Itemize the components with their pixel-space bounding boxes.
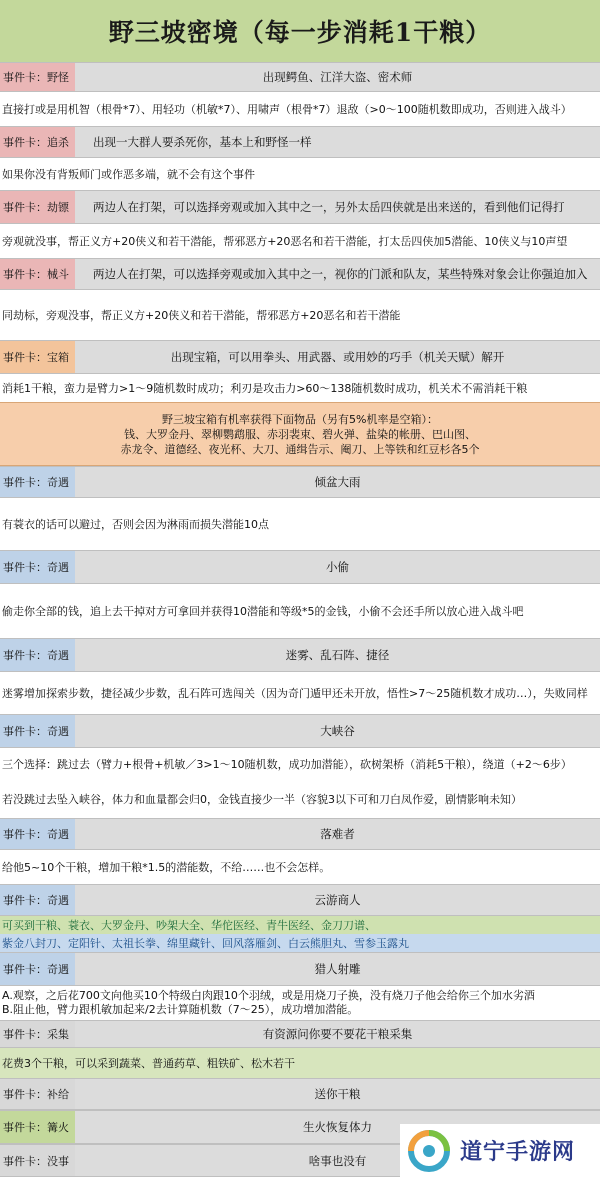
event-card-canyon xyxy=(0,714,600,748)
event-card-brawl xyxy=(0,258,600,290)
event-tag: 事件卡：械斗 xyxy=(0,259,75,289)
event-tag: 事件卡：没事 xyxy=(0,1145,75,1176)
event-description: 给他5~10个干粮，增加干粮*1.5的潜能数，不给……也不会怎样。 xyxy=(2,861,331,874)
treasure-loot-list xyxy=(0,402,600,466)
treasure-line: 赤龙令、道德经、夜光杯、大刀、通缉告示、阉刀、上等铁和红豆杉各5个 xyxy=(120,442,480,456)
page-title: 野三坡密境（每一步消耗1干粮） xyxy=(0,0,600,63)
event-tag: 事件卡：宝箱 xyxy=(0,341,75,373)
event-description: 三个选择：跳过去（臂力+根骨+机敏／3>1～10随机数，成功加潜能），砍树架桥（消耗5干粮），绕道（+2～6步） xyxy=(2,758,572,771)
event-tag: 事件卡：奇遇 xyxy=(0,467,75,497)
event-name: 送你干粮 xyxy=(75,1079,600,1109)
event-description: 消耗1干粮，蛮力是臂力>1～9随机数时成功；利刃是攻击力>60～138随机数时成功，机关术不需消耗干粮 xyxy=(2,382,528,395)
event-name: 两边人在打架，可以选择旁观或加入其中之一，视你的门派和队友，某些特殊对象会让你强迫加入 xyxy=(75,259,600,289)
event-card-supply xyxy=(0,1078,600,1110)
option-a: A.观察，之后花700文向他买10个特级白肉跟10个羽绒，或是用烧刀子换，没有烧刀子他会给你三个加水劣酒 xyxy=(2,989,535,1002)
event-name: 云游商人 xyxy=(75,885,600,915)
event-card-traveling-merchant xyxy=(0,884,600,916)
event-tag: 事件卡：奇遇 xyxy=(0,639,75,671)
event-tag: 事件卡：奇遇 xyxy=(0,953,75,985)
event-name: 有资源问你要不要花干粮采集 xyxy=(75,1021,600,1047)
event-card-hunter-eagle xyxy=(0,952,600,986)
event-card-thief xyxy=(0,550,600,584)
event-name: 小偷 xyxy=(75,551,600,583)
event-tag: 事件卡：奇遇 xyxy=(0,885,75,915)
event-name: 迷雾、乱石阵、捷径 xyxy=(75,639,600,671)
event-description: 旁观就没事，帮正义方+20侠义和若干潜能，帮邪恶方+20恶名和若干潜能，打太岳四侠加5潜能、10侠义与10声望 xyxy=(2,235,568,248)
event-name: 猎人射雕 xyxy=(75,953,600,985)
event-card-gathering xyxy=(0,1020,600,1048)
option-b: B.阻止他，臂力跟机敏加起来/2去计算随机数（7～25），成功增加潜能。 xyxy=(2,1003,359,1016)
event-description: 花费3个干粮，可以采到蔬菜、普通药草、粗铁矿、松木若干 xyxy=(0,1048,600,1078)
event-tag: 事件卡：篝火 xyxy=(0,1111,75,1143)
event-card-hunted xyxy=(0,126,600,158)
site-watermark xyxy=(400,1124,600,1177)
event-tag: 事件卡：追杀 xyxy=(0,127,75,157)
event-description: 直接打或是用机智（根骨*7）、用轻功（机敏*7）、用啸声（根骨*7）退敌（>0～100随机数即成功，否则进入战斗） xyxy=(2,103,572,116)
event-description: 迷雾增加探索步数，捷径减少步数，乱石阵可选闯关（因为奇门遁甲还未开放，悟性>7～25随机数才成功…），失败同样 xyxy=(2,687,588,700)
event-card-fog-maze xyxy=(0,638,600,672)
event-name: 出现鳄鱼、江洋大盗、密术师 xyxy=(75,63,600,91)
swirl-logo-icon xyxy=(408,1130,450,1172)
event-name: 两边人在打架，可以选择旁观或加入其中之一，另外太岳四侠就是出来送的，看到他们记得打 xyxy=(75,191,600,223)
event-description: 同劫标，旁观没事，帮正义方+20侠义和若干潜能，帮邪恶方+20恶名和若干潜能 xyxy=(2,309,401,322)
event-card-escort-robbery xyxy=(0,190,600,224)
event-description: 有蓑衣的话可以避过，否则会因为淋雨而损失潜能10点 xyxy=(2,518,269,531)
event-description: 偷走你全部的钱，追上去干掉对方可拿回并获得10潜能和等级*5的金钱，小偷不会还手所以放心进入战斗吧 xyxy=(2,605,524,618)
event-tag: 事件卡：补给 xyxy=(0,1079,75,1109)
event-description: 若没跳过去坠入峡谷，体力和血量都会归0，金钱直接少一半（容貌3以下可和刀白凤作爱，剧情影响未知） xyxy=(2,793,522,806)
event-card-treasure-chest xyxy=(0,340,600,374)
treasure-line: 钱、大罗金丹、翠柳鹦鹉服、赤羽裴束、碧火弹、盐染的帐册、巴山图、 xyxy=(124,427,476,441)
event-card-monster xyxy=(0,62,600,92)
event-description: 如果你没有背叛师门或作恶多端，就不会有这个事件 xyxy=(2,168,255,181)
event-card-rainstorm xyxy=(0,466,600,498)
event-card-stranded-person xyxy=(0,818,600,850)
event-name: 出现一大群人要杀死你，基本上和野怪一样 xyxy=(75,127,600,157)
treasure-line: 野三坡宝箱有机率获得下面物品（另有5%机率是空箱）： xyxy=(162,412,438,426)
event-name: 生火恢复体力 xyxy=(75,1111,600,1143)
event-tag: 事件卡：采集 xyxy=(0,1021,75,1047)
merchant-goods-line: 可买到干粮、蓑衣、大罗金丹、吵架大全、华佗医经、青牛医经、金刀刀谱、 xyxy=(0,916,600,934)
event-tag: 事件卡：野怪 xyxy=(0,63,75,91)
event-tag: 事件卡：奇遇 xyxy=(0,551,75,583)
event-name: 大峡谷 xyxy=(75,715,600,747)
event-name: 倾盆大雨 xyxy=(75,467,600,497)
merchant-goods-line: 紫金八封刀、定阳针、太祖长拳、绵里藏针、回风落雁剑、白云熊胆丸、雪参玉露丸 xyxy=(0,934,600,952)
event-tag: 事件卡：劫镖 xyxy=(0,191,75,223)
event-tag: 事件卡：奇遇 xyxy=(0,715,75,747)
event-name: 落难者 xyxy=(75,819,600,849)
event-description xyxy=(0,986,600,1020)
event-name: 出现宝箱，可以用拳头、用武器、或用妙的巧手（机关天赋）解开 xyxy=(75,341,600,373)
watermark-text: 道宁手游网 xyxy=(460,1140,576,1165)
event-name: 啥事也没有 xyxy=(75,1145,600,1176)
event-tag: 事件卡：奇遇 xyxy=(0,819,75,849)
